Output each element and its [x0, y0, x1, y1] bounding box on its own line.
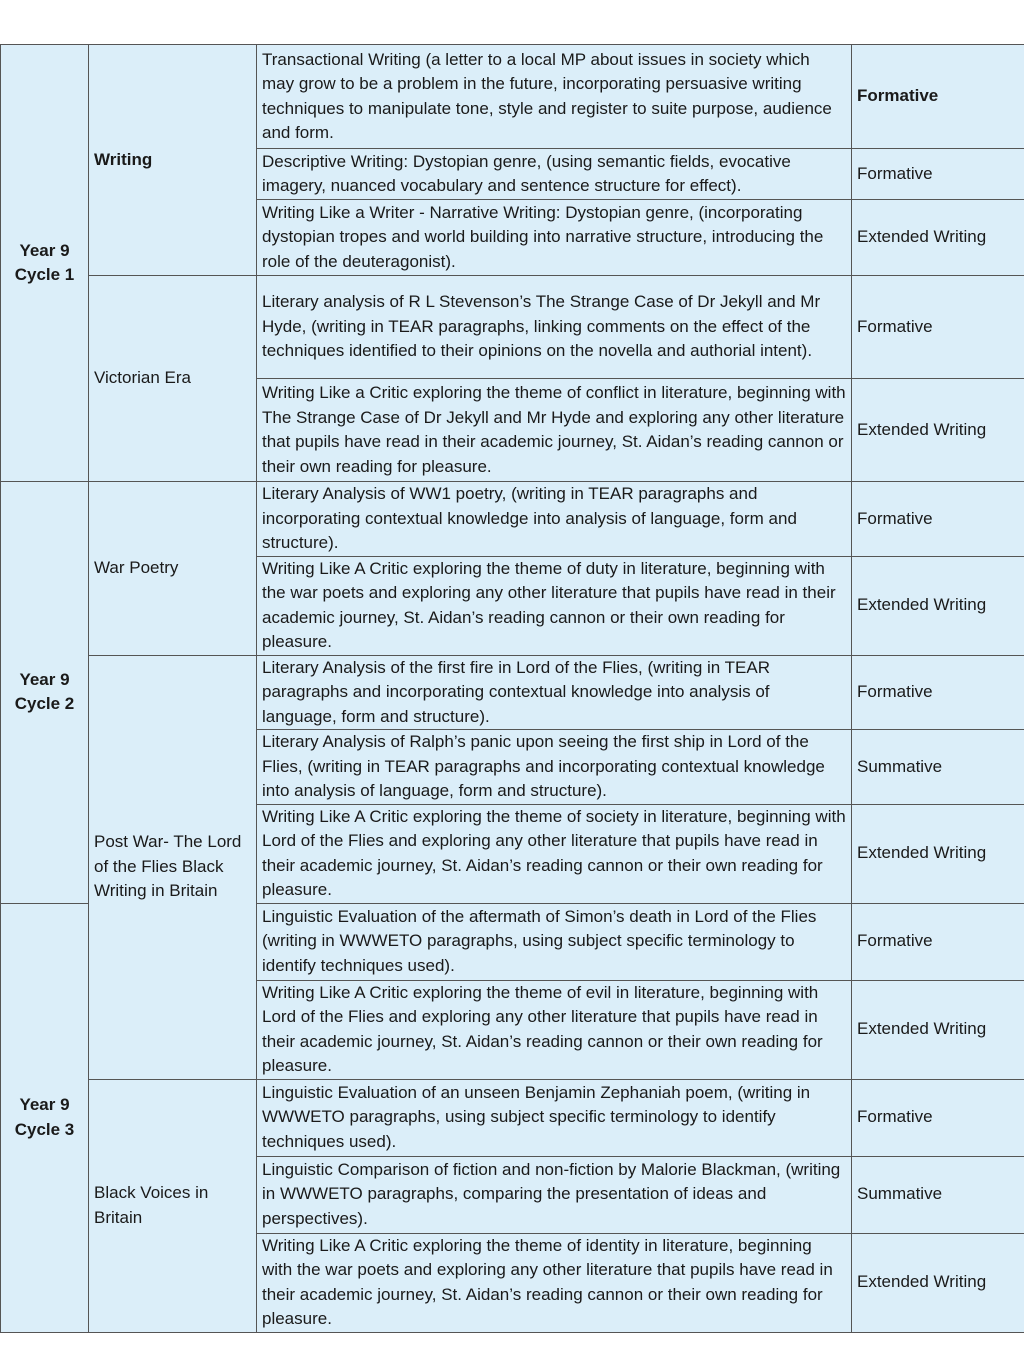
- cycle-cell: Year 9 Cycle 1: [1, 45, 89, 482]
- table-row: [1, 655, 1024, 730]
- task-cell: Literary Analysis of Ralph’s panic upon seeing the first ship in Lord of the Flies, (writing in TEAR paragraphs and incorporating contextual knowledge into analysis of language, form and structure).: [257, 730, 852, 805]
- cycle-cell: Year 9 Cycle 2: [1, 482, 89, 904]
- table-row: [1, 45, 1024, 149]
- task-cell: Literary Analysis of the first fire in Lord of the Flies, (writing in TEAR paragraphs and incorporating contextual knowledge into analysis of language, form and structure).: [257, 655, 852, 730]
- task-cell: Transactional Writing (a letter to a local MP about issues in society which may grow to be a problem in the future, incorporating persuasive writing techniques to manipulate tone, style and register to suite purpose, audience and form.: [257, 45, 852, 149]
- curriculum-table: [0, 44, 1024, 1333]
- task-cell: Literary Analysis of WW1 poetry, (writing in TEAR paragraphs and incorporating contextual knowledge into analysis of language, form and structure).: [257, 482, 852, 557]
- assessment-cell: Formative: [852, 276, 1024, 379]
- cycle-cell: Year 9 Cycle 3: [1, 903, 89, 1332]
- assessment-cell: Summative: [852, 1156, 1024, 1233]
- task-cell: Writing Like A Critic exploring the theme of society in literature, beginning with Lord of the Flies and exploring any other literature that pupils have read in their academic journey, St. Aidan’s reading cannon or their own reading for pleasure.: [257, 804, 852, 903]
- table-row: [1, 1079, 1024, 1156]
- table-row: [1, 276, 1024, 379]
- task-cell: Linguistic Evaluation of the aftermath of Simon’s death in Lord of the Flies (writing in WWWETO paragraphs, using subject specific terminology to identify techniques used).: [257, 903, 852, 980]
- task-cell: Literary analysis of R L Stevenson’s The Strange Case of Dr Jekyll and Mr Hyde, (writing in TEAR paragraphs, linking comments on the effect of the techniques identified to their opinions on the novella and authorial intent).: [257, 276, 852, 379]
- assessment-cell: Extended Writing: [852, 1233, 1024, 1332]
- table-row: [1, 482, 1024, 557]
- assessment-cell: Extended Writing: [852, 379, 1024, 482]
- task-cell: Writing Like a Writer - Narrative Writing: Dystopian genre, (incorporating dystopian tropes and world building into narrative structure, introducing the role of the deuteragonist).: [257, 200, 852, 276]
- assessment-cell: Extended Writing: [852, 804, 1024, 903]
- task-cell: Writing Like A Critic exploring the theme of evil in literature, beginning with Lord of the Flies and exploring any other literature that pupils have read in their academic journey, St. Aidan’s reading cannon or their own reading for pleasure.: [257, 980, 852, 1079]
- assessment-cell: Extended Writing: [852, 980, 1024, 1079]
- task-cell: Linguistic Evaluation of an unseen Benjamin Zephaniah poem, (writing in WWWETO paragraphs, using subject specific terminology to identify techniques used).: [257, 1079, 852, 1156]
- topic-cell: Writing: [89, 45, 257, 276]
- topic-cell: Black Voices in Britain: [89, 1079, 257, 1332]
- task-cell: Writing Like A Critic exploring the theme of identity in literature, beginning with the war poets and exploring any other literature that pupils have read in their academic journey, St. Aidan’s reading cannon or their own reading for pleasure.: [257, 1233, 852, 1332]
- topic-cell: War Poetry: [89, 482, 257, 656]
- assessment-cell: Extended Writing: [852, 556, 1024, 655]
- assessment-cell: Formative: [852, 149, 1024, 200]
- topic-cell: Victorian Era: [89, 276, 257, 482]
- assessment-cell: Formative: [852, 903, 1024, 980]
- topic-cell: Post War- The Lord of the Flies Black Writing in Britain: [89, 655, 257, 1079]
- assessment-cell: Formative: [852, 482, 1024, 557]
- assessment-cell: Formative: [852, 1079, 1024, 1156]
- assessment-cell: Formative: [852, 655, 1024, 730]
- task-cell: Descriptive Writing: Dystopian genre, (using semantic fields, evocative imagery, nuanced vocabulary and sentence structure for effect).: [257, 149, 852, 200]
- task-cell: Writing Like a Critic exploring the theme of conflict in literature, beginning with The Strange Case of Dr Jekyll and Mr Hyde and exploring any other literature that pupils have read in their academic journey, St. Aidan’s reading cannon or their own reading for pleasure.: [257, 379, 852, 482]
- assessment-cell: Extended Writing: [852, 200, 1024, 276]
- task-cell: Linguistic Comparison of fiction and non-fiction by Malorie Blackman, (writing in WWWETO paragraphs, comparing the presentation of ideas and perspectives).: [257, 1156, 852, 1233]
- assessment-cell: Summative: [852, 730, 1024, 805]
- assessment-cell: Formative: [852, 45, 1024, 149]
- task-cell: Writing Like A Critic exploring the theme of duty in literature, beginning with the war poets and exploring any other literature that pupils have read in their academic journey, St. Aidan’s reading cannon or their own reading for pleasure.: [257, 556, 852, 655]
